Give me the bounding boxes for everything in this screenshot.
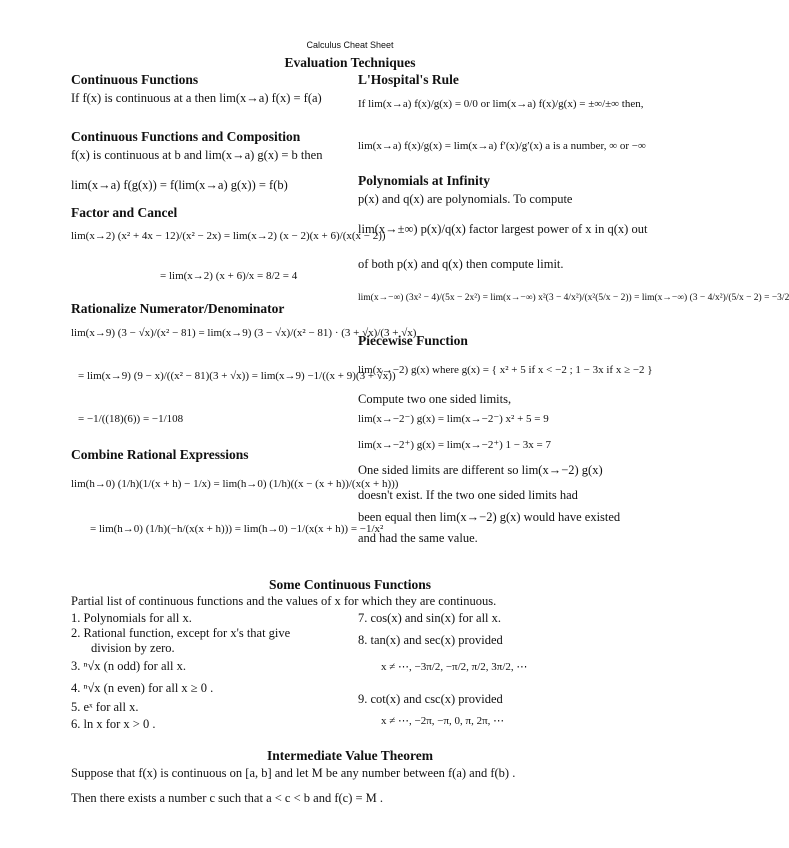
list-item: 7. cos(x) and sin(x) for all x. [358,611,502,625]
lhospital-line-1: If lim(x→a) f(x)/g(x) = 0/0 or lim(x→a) f(x)/g(x) = ±∞/±∞ then, [358,98,644,110]
list-item-continuation: division by zero. [91,641,175,655]
polynomials-text-3: of both p(x) and q(x) then compute limit. [358,257,564,271]
polynomials-infinity-title: Polynomials at Infinity [358,173,491,188]
polynomials-text-2: lim(x→±∞) p(x)/q(x) factor largest power of x in q(x) out [358,222,648,236]
piecewise-text-1: Compute two one sided limits, [358,392,512,406]
list-item: 8. tan(x) and sec(x) provided [358,633,503,647]
ivt-title: Intermediate Value Theorem [267,748,433,763]
heading-evaluation-techniques: Evaluation Techniques [284,55,416,70]
list-item-continuation: x ≠ ⋯, −3π/2, −π/2, π/2, 3π/2, ⋯ [381,661,528,673]
piecewise-text-3: doesn't exist. If the two one sided limits had [358,488,578,502]
list-item-continuation: x ≠ ⋯, −2π, −π, 0, π, 2π, ⋯ [381,715,505,727]
rationalize-line-1: lim(x→9) (3 − √x)/(x² − 81) = lim(x→9) (3 − √x)/(x² − 81) · (3 + √x)/(3 + √x) [71,327,417,339]
composition-title: Continuous Functions and Composition [71,129,301,144]
some-continuous-functions-title: Some Continuous Functions [268,577,432,592]
factor-cancel-line-2: = lim(x→2) (x + 6)/x = 8/2 = 4 [160,270,298,282]
composition-text-2: lim(x→a) f(g(x)) = f(lim(x→a) g(x)) = f(b) [71,178,288,192]
piecewise-limit-left: lim(x→−2⁻) g(x) = lim(x→−2⁻) x² + 5 = 9 [358,413,549,425]
polynomials-text-1: p(x) and q(x) are polynomials. To compute [358,192,573,206]
piecewise-text-2: One sided limits are different so lim(x→−2) g(x) [358,463,603,477]
list-item: 3. ⁿ√x (n odd) for all x. [71,659,186,673]
continuous-functions-text: If f(x) is continuous at a then lim(x→a) f(x) = f(a) [71,91,322,105]
list-item: 5. eˣ for all x. [71,700,139,714]
lhospital-title: L'Hospital's Rule [358,72,459,87]
list-item: 9. cot(x) and csc(x) provided [358,692,503,706]
piecewise-text-4: been equal then lim(x→−2) g(x) would have existed [358,510,621,524]
lhospital-line-2: lim(x→a) f(x)/g(x) = lim(x→a) f′(x)/g′(x) a is a number, ∞ or −∞ [358,140,646,152]
piecewise-limit-right: lim(x→−2⁺) g(x) = lim(x→−2⁺) 1 − 3x = 7 [358,439,551,451]
page-title: Calculus Cheat Sheet [306,40,394,50]
combine-rational-title: Combine Rational Expressions [71,447,249,462]
polynomials-example: lim(x→−∞) (3x² − 4)/(5x − 2x²) = lim(x→−∞) x²(3 − 4/x²)/(x²(5/x − 2)) = lim(x→−∞) (3 − 4/x²)/(5/x − 2) = −3/2 [358,293,789,303]
ivt-text-1: Suppose that f(x) is continuous on [a, b] and let M be any number between f(a) and f(b) . [71,766,516,780]
list-item: 4. ⁿ√x (n even) for all x ≥ 0 . [71,681,214,695]
list-item: 1. Polynomials for all x. [71,611,192,625]
ivt-text-2: Then there exists a number c such that a < c < b and f(c) = M . [71,791,384,805]
combine-rational-line-2: = lim(h→0) (1/h)(−h/(x(x + h))) = lim(h→0) −1/(x(x + h)) = −1/x² [90,523,384,535]
rationalize-line-2: = lim(x→9) (9 − x)/((x² − 81)(3 + √x)) = lim(x→9) −1/((x + 9)(3 + √x)) [78,370,396,382]
continuous-functions-title: Continuous Functions [71,72,199,87]
rationalize-line-3: = −1/((18)(6)) = −1/108 [78,413,184,425]
piecewise-definition: lim(x→−2) g(x) where g(x) = { x² + 5 if x < −2 ; 1 − 3x if x ≥ −2 } [358,364,653,376]
composition-text-1: f(x) is continuous at b and lim(x→a) g(x) = b then [71,148,323,162]
list-item: 2. Rational function, except for x's that give [71,626,291,640]
combine-rational-line-1: lim(h→0) (1/h)(1/(x + h) − 1/x) = lim(h→0) (1/h)((x − (x + h))/(x(x + h))) [71,478,399,490]
piecewise-text-5: and had the same value. [358,531,478,545]
some-continuous-intro: Partial list of continuous functions and the values of x for which they are continuous. [71,594,497,608]
factor-cancel-title: Factor and Cancel [71,205,178,220]
rationalize-title: Rationalize Numerator/Denominator [71,301,285,316]
list-item: 6. ln x for x > 0 . [71,717,156,731]
piecewise-title: Piecewise Function [358,333,468,348]
factor-cancel-line-1: lim(x→2) (x² + 4x − 12)/(x² − 2x) = lim(x→2) (x − 2)(x + 6)/(x(x − 2)) [71,230,386,242]
